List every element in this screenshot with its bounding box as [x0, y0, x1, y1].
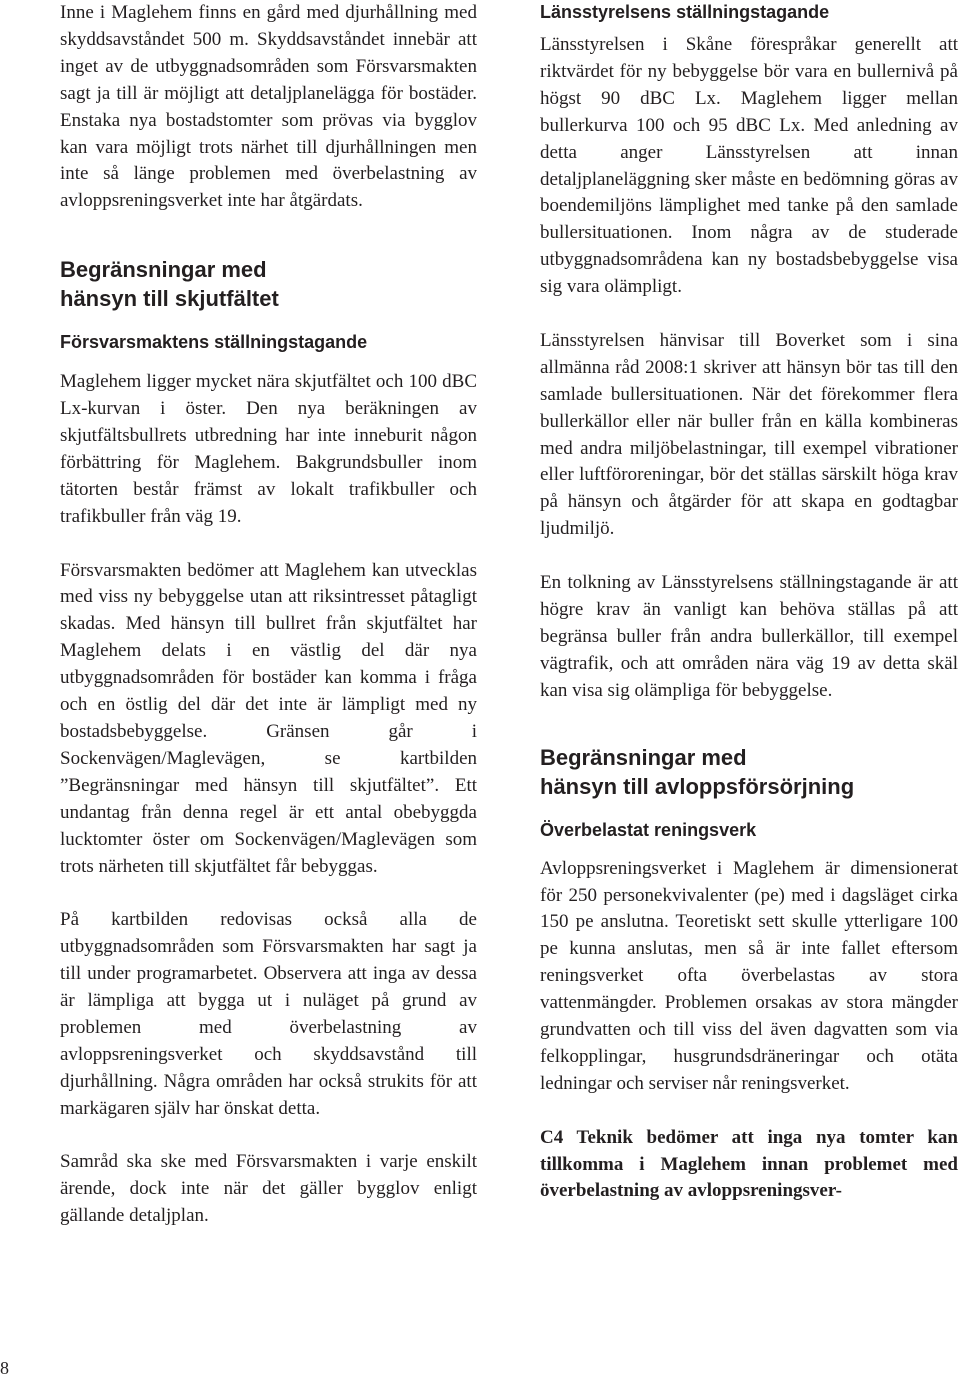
subheading-lansstyrelsen: Länsstyrelsens ställningstagande: [540, 2, 830, 22]
right-column: [540, 0, 958, 1205]
intro-paragraph: Inne i Maglehem finns en gård med djurhållning med skyddsavståndet 500 m. Skyddsavståndet innebär att inget av de utbyggnadsområden som Försvarsmakten sagt ja till är möjligt att detaljplanelägga för bostäder. Enstaka nya bostadstomter som prövas via bygglov kan vara möjligt trots närhet till djurhållningen men inte så länge problemen med överbelastning av avloppsreningsverket inte har åtgärdats.: [60, 2, 477, 212]
left-column: [60, 0, 477, 1230]
bold-paragraph: C4 Teknik bedömer att inga nya tomter kan tillkomma i Maglehem innan problemet med överbelastning av avloppsreningsver-: [540, 1126, 958, 1202]
paragraph: Länsstyrelsen i Skåne förespråkar generellt att riktvärdet för ny bebyggelse bör vara en bullernivå på högst 90 dBC Lx. Maglehem ligger mellan bullerkurva 100 och 95 dBC Lx. Med anledning av detta anger Länsstyrelsen att innan detaljplaneläggning sker måste en bedömning göras av boendemiljöns lämplighet med tanke på den samlade bullersituationen. Inom några av de studerade utbyggnadsområdena kan ny bostadsbebyggelse visa sig vara olämpligt.: [540, 34, 958, 298]
paragraph: En tolkning av Länsstyrelsens ställningstagande är att högre krav än vanligt kan behöva ställas på att begränsa buller från andra bullerkällor, till exempel vägtrafik, och att områden nära väg 19 av detta skäl kan visa sig olämpliga för bebyggelse.: [540, 572, 958, 701]
paragraph: Samråd ska ske med Försvarsmakten i varje enskilt ärende, dock inte när det gäller bygglov enligt gällande detaljplan.: [60, 1151, 477, 1227]
paragraph: Försvarsmakten bedömer att Maglehem kan utvecklas med viss ny bebyggelse utan att riksintresset påtagligt skadas. Med hänsyn till bullret från skjutfältet har Maglehem delats i en västlig del där nya utbyggnadsområden för bostäder kan komma i fråga och en östlig del där det inte är lämpligt med ny bostadsbebyggelse. Gränsen går i Sockenvägen/Maglevägen, se kartbilden ”Begränsningar med hänsyn till skjutfältet”. Ett undantag från denna regel är ett antal obebyggda lucktomter öster om Sockenvägen/Maglevägen som trots närheten till skjutfältet får bebyggas.: [60, 559, 477, 877]
heading-line-1: Begränsningar med: [60, 257, 267, 283]
heading-line-1: Begränsningar med: [540, 744, 747, 770]
paragraph: Maglehem ligger mycket nära skjutfältet och 100 dBC Lx-kurvan i öster. Den nya beräkningen av skjutfältsbullrets utbredning har inte inneburit någon förbättring för Maglehem. Bakgrundsbuller inom tätorten består främst av lokalt trafikbuller och trafikbuller från väg 19.: [60, 371, 477, 527]
paragraph: Avloppsreningsverket i Maglehem är dimensionerat för 250 personekvivalenter (pe) med i dagsläget cirka 150 pe anslutna. Teoretiskt sett skulle ytterligare 100 pe kunna anslutas, men så är inte fallet eftersom reningsverket ofta överbelastas av stora vattenmängder. Problemen orsakas av stora mängder grundvatten och till viss del även dagvatten som via felkopplingar, husgrundsdräneringar och otäta ledningar och serviser når reningsverket.: [540, 857, 958, 1094]
heading-line-2: hänsyn till avloppsförsörjning: [540, 773, 855, 799]
paragraph: På kartbilden redovisas också alla de utbyggnadsområden som Försvarsmakten har sagt ja till under programarbetet. Observera att inga av dessa är lämpliga att bygga ut i nuläget på grund av problemen med överbelastning av avloppsreningsverket och skyddsavstånd till djurhållning. Några områden har också strukits för att markägaren själv har önskat detta.: [60, 909, 477, 1119]
section-heading-skjutfaltet: [60, 255, 477, 313]
section-heading-avlopp: [540, 743, 958, 801]
subheading-reningsverk: Överbelastat reningsverk: [540, 819, 757, 840]
page-number: 8: [0, 1358, 9, 1378]
heading-line-2: hänsyn till skjutfältet: [60, 286, 279, 312]
paragraph: Länsstyrelsen hänvisar till Boverket som i sina allmänna råd 2008:1 skriver att hänsyn bör tas till den samlade bullersituationen. När det förekommer flera bullerkällor eller när buller från en källa kombineras med andra miljöbelastningar, till exempel vibrationer eller luftföroreningar, bör det ställas särskilt höga krav på hänsyn och åtgärder för att skapa en godtagbar ljudmiljö.: [540, 329, 958, 540]
subheading-forsvarsmakten: Försvarsmaktens ställningstagande: [60, 332, 368, 353]
